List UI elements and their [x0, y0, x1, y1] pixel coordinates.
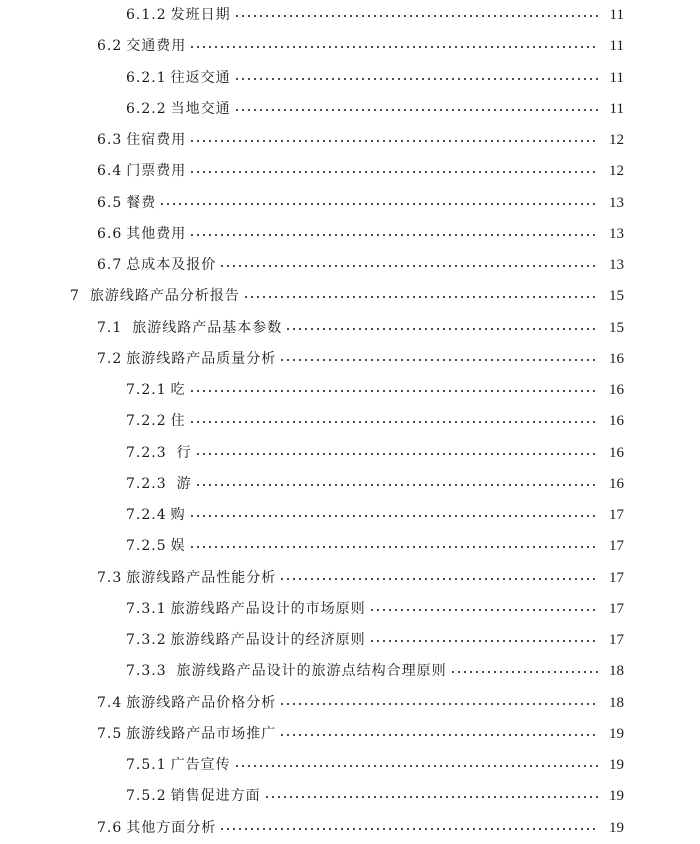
- toc-entry[interactable]: [126, 67, 624, 89]
- toc-entry-page-number: 17: [609, 538, 624, 554]
- toc-entry-number: 7.2: [97, 351, 123, 367]
- toc-entry-title: 行: [176, 445, 192, 461]
- toc-entry-page-number: 16: [609, 445, 624, 461]
- dot-leader: [285, 328, 599, 330]
- toc-entry[interactable]: [97, 254, 624, 276]
- dot-leader: [279, 578, 599, 580]
- toc-entry-number: 6.3: [97, 132, 123, 148]
- toc-entry[interactable]: [97, 348, 624, 370]
- dot-leader: [189, 140, 599, 142]
- toc-entry-title: 旅游线路产品分析报告: [89, 288, 240, 304]
- toc-entry-title: 当地交通: [170, 101, 231, 117]
- toc-entry-number: 7.2.1: [126, 382, 167, 398]
- toc-entry-number: 7.5.1: [126, 757, 167, 773]
- toc-entry-title: 门票费用: [126, 163, 187, 179]
- toc-entry-number: 6.2.1: [126, 70, 167, 86]
- toc-entry[interactable]: [126, 410, 624, 432]
- toc-entry[interactable]: [97, 160, 624, 182]
- toc-entry-page-number: 12: [609, 163, 624, 179]
- toc-entry-title: 发班日期: [170, 7, 231, 23]
- dot-leader: [189, 515, 599, 517]
- toc-entry-page-number: 11: [609, 70, 624, 86]
- toc-entry-number: 7.2.3: [126, 445, 167, 461]
- toc-entry-page-number: 13: [609, 226, 624, 242]
- toc-entry-page-number: 19: [609, 726, 624, 742]
- toc-entry-number: 7.5: [97, 726, 123, 742]
- toc-entry-page-number: 11: [609, 7, 624, 23]
- toc-entry-number: 6.7: [97, 257, 123, 273]
- toc-entry[interactable]: [126, 504, 624, 526]
- toc-entry-page-number: 17: [609, 632, 624, 648]
- toc-entry-number: 7.2.2: [126, 413, 167, 429]
- toc-entry-page-number: 12: [609, 132, 624, 148]
- toc-entry-page-number: 18: [609, 663, 624, 679]
- dot-leader: [450, 671, 599, 673]
- toc-entry[interactable]: [97, 192, 624, 214]
- dot-leader: [189, 46, 599, 48]
- toc-entry-page-number: 13: [609, 195, 624, 211]
- toc-entry[interactable]: [126, 442, 624, 464]
- dot-leader: [219, 265, 599, 267]
- toc-entry[interactable]: [126, 598, 624, 620]
- toc-entry-page-number: 11: [609, 101, 624, 117]
- toc-entry[interactable]: [126, 785, 624, 807]
- toc-entry-title: 旅游线路产品价格分析: [126, 695, 277, 711]
- dot-leader: [369, 640, 599, 642]
- toc-entry-title: 住: [170, 413, 186, 429]
- toc-entry-title: 其他费用: [126, 226, 187, 242]
- toc-entry-title: 广告宣传: [170, 757, 231, 773]
- dot-leader: [369, 609, 599, 611]
- toc-entry-title: 旅游线路产品设计的经济原则: [170, 632, 366, 648]
- toc-entry-page-number: 17: [609, 507, 624, 523]
- toc-entry[interactable]: [126, 660, 624, 682]
- toc-entry[interactable]: [97, 723, 624, 745]
- toc-entry-number: 7.3.2: [126, 632, 167, 648]
- toc-entry-title: 餐费: [126, 195, 157, 211]
- dot-leader: [234, 15, 599, 17]
- toc-entry-page-number: 13: [609, 257, 624, 273]
- dot-leader: [189, 546, 599, 548]
- toc-entry-title: 游: [176, 476, 192, 492]
- toc-entry-page-number: 17: [609, 601, 624, 617]
- toc-entry-number: 7.2.3: [126, 476, 167, 492]
- toc-entry-number: 6.1.2: [126, 7, 167, 23]
- toc-entry-number: 6.4: [97, 163, 123, 179]
- toc-entry-title: 旅游线路产品设计的旅游点结构合理原则: [176, 663, 447, 679]
- dot-leader: [234, 78, 599, 80]
- toc-entry-page-number: 15: [609, 320, 624, 336]
- toc-entry[interactable]: [97, 317, 624, 339]
- toc-entry-page-number: 19: [609, 820, 624, 836]
- toc-entry-title: 总成本及报价: [126, 257, 217, 273]
- dot-leader: [234, 109, 599, 111]
- toc-entry[interactable]: [126, 4, 624, 26]
- dot-leader: [279, 359, 599, 361]
- dot-leader: [234, 765, 599, 767]
- toc-entry-title: 住宿费用: [126, 132, 187, 148]
- toc-entry-page-number: 16: [609, 476, 624, 492]
- toc-entry-title: 旅游线路产品质量分析: [126, 351, 277, 367]
- dot-leader: [279, 703, 599, 705]
- toc-entry-title: 娱: [170, 538, 186, 554]
- toc-entry-number: 7.5.2: [126, 788, 167, 804]
- toc-entry-number: 7.2.5: [126, 538, 167, 554]
- toc-entry-number: 6.2.2: [126, 101, 167, 117]
- dot-leader: [189, 171, 599, 173]
- toc-entry[interactable]: [126, 98, 624, 120]
- toc-entry[interactable]: [126, 754, 624, 776]
- toc-entry[interactable]: [97, 817, 624, 839]
- toc-entry-title: 旅游线路产品设计的市场原则: [170, 601, 366, 617]
- toc-entry-page-number: 19: [609, 757, 624, 773]
- dot-leader: [219, 828, 599, 830]
- toc-entry[interactable]: [97, 129, 624, 151]
- toc-entry[interactable]: [70, 285, 624, 307]
- toc-entry-page-number: 16: [609, 351, 624, 367]
- toc-entry[interactable]: [97, 35, 624, 57]
- toc-entry-page-number: 11: [609, 38, 624, 54]
- toc-entry[interactable]: [97, 692, 624, 714]
- dot-leader: [195, 484, 599, 486]
- toc-entry-title: 吃: [170, 382, 186, 398]
- toc-entry-page-number: 17: [609, 570, 624, 586]
- toc-entry-number: 7.4: [97, 695, 123, 711]
- toc-entry-number: 6.2: [97, 38, 123, 54]
- toc-entry-page-number: 18: [609, 695, 624, 711]
- toc-entry-page-number: 15: [609, 288, 624, 304]
- toc-entry[interactable]: [126, 535, 624, 557]
- dot-leader: [195, 453, 599, 455]
- toc-entry-number: 7.3.1: [126, 601, 167, 617]
- toc-entry[interactable]: [97, 567, 624, 589]
- toc-entry-page-number: 16: [609, 382, 624, 398]
- toc-entry[interactable]: [126, 473, 624, 495]
- toc-entry-number: 7.3.3: [126, 663, 167, 679]
- toc-entry-title: 其他方面分析: [126, 820, 217, 836]
- toc-entry-title: 旅游线路产品性能分析: [126, 570, 277, 586]
- dot-leader: [279, 734, 599, 736]
- toc-entry[interactable]: [126, 629, 624, 651]
- dot-leader: [189, 390, 599, 392]
- toc-entry-number: 7.6: [97, 820, 123, 836]
- toc-entry-title: 交通费用: [126, 38, 187, 54]
- dot-leader: [243, 296, 599, 298]
- dot-leader: [189, 421, 599, 423]
- toc-entry-number: 7: [70, 288, 80, 304]
- dot-leader: [264, 796, 599, 798]
- toc-entry[interactable]: [97, 223, 624, 245]
- dot-leader: [189, 234, 599, 236]
- toc-entry-title: 旅游线路产品基本参数: [132, 320, 283, 336]
- toc-entry-title: 购: [170, 507, 186, 523]
- toc-entry-number: 7.2.4: [126, 507, 167, 523]
- toc-entry-title: 旅游线路产品市场推广: [126, 726, 277, 742]
- dot-leader: [159, 203, 599, 205]
- toc-entry[interactable]: [126, 379, 624, 401]
- toc-entry-title: 往返交通: [170, 70, 231, 86]
- toc-entry-number: 6.6: [97, 226, 123, 242]
- toc-entry-page-number: 19: [609, 788, 624, 804]
- toc-entry-page-number: 16: [609, 413, 624, 429]
- toc-entry-number: 6.5: [97, 195, 123, 211]
- toc-entry-number: 7.1: [97, 320, 123, 336]
- toc-entry-number: 7.3: [97, 570, 123, 586]
- toc-entry-title: 销售促进方面: [170, 788, 261, 804]
